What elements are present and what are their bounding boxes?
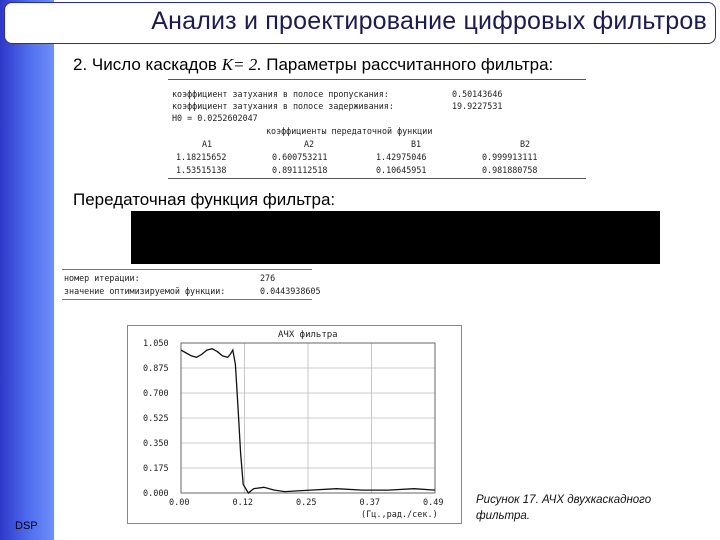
left-sidebar-bar: [0, 0, 54, 540]
column-header-b1: B1: [411, 139, 422, 149]
table-cell: 1.18215652: [176, 152, 227, 162]
chart-svg: [127, 325, 462, 525]
column-header-a1: A1: [202, 139, 213, 149]
y-tick-label: 0.525: [143, 414, 169, 424]
passband-value: 0.50143646: [452, 89, 503, 99]
subtitle-formula: K= 2.: [221, 55, 262, 74]
page-title: Анализ и проектирование цифровых фильтров: [151, 7, 707, 35]
column-header-b2: B2: [520, 139, 531, 149]
x-axis-label: (Гц.,рад./сек.): [361, 510, 438, 520]
iteration-bottom-rule: [62, 299, 312, 300]
y-tick-label: 0.175: [143, 464, 169, 474]
y-tick-label: 0.000: [143, 489, 169, 499]
table-cell: 0.981880758: [482, 165, 538, 175]
x-tick-label: 0.25: [296, 498, 317, 508]
table-cell: 1.42975046: [376, 152, 427, 162]
coeff-title: коэффициенты передаточной функции: [266, 126, 433, 136]
table-cell: 0.600753211: [272, 152, 328, 162]
table-cell: 0.891112518: [272, 165, 328, 175]
title-frame: [4, 2, 716, 44]
frequency-response-chart: [127, 325, 462, 525]
iteration-label: номер итерации:: [64, 273, 140, 283]
y-tick-label: 1.050: [143, 339, 169, 349]
caption-line-1: Рисунок 17. АЧХ двухкаскадного: [476, 494, 652, 506]
filter-parameters-panel: [168, 79, 586, 179]
section-subtitle: [73, 55, 553, 75]
column-header-a2: A2: [304, 139, 315, 149]
transfer-function-image: [131, 211, 660, 264]
y-tick-label: 0.875: [143, 364, 169, 374]
params-top-rule: [168, 79, 586, 80]
chart-frame: [128, 326, 462, 524]
table-cell: 0.999913111: [482, 152, 538, 162]
subtitle-prefix: 2. Число каскадов: [73, 55, 222, 74]
iteration-top-rule: [62, 269, 312, 270]
dsp-label: DSP: [15, 520, 38, 532]
h0-value: H0 = 0.0252602047: [172, 113, 258, 123]
transfer-function-label: Передаточная функция фильтра:: [73, 190, 336, 209]
iteration-value: 276: [260, 273, 276, 283]
optimized-function-value: 0.0443938605: [260, 286, 321, 296]
table-cell: 0.10645951: [376, 165, 427, 175]
x-tick-label: 0.12: [232, 498, 253, 508]
x-tick-label: 0.49: [423, 498, 444, 508]
optimized-function-label: значение оптимизируемой функции:: [64, 286, 226, 296]
passband-label: коэффициент затухания в полосе пропускания:: [172, 89, 389, 99]
subtitle-suffix: Параметры рассчитанного фильтра:: [261, 55, 554, 74]
x-tick-label: 0.00: [169, 498, 190, 508]
chart-title: АЧХ фильтра: [278, 330, 338, 340]
stopband-label: коэффициент затухания в полосе задерживания:: [172, 101, 394, 111]
y-tick-label: 0.350: [143, 439, 169, 449]
stopband-value: 19.9227531: [452, 101, 503, 111]
params-bottom-rule: [168, 178, 586, 179]
caption-line-2: фильтра.: [476, 510, 530, 522]
y-tick-label: 0.700: [143, 389, 169, 399]
x-tick-label: 0.37: [359, 498, 380, 508]
table-cell: 1.53515138: [176, 165, 227, 175]
figure-caption: [476, 492, 706, 524]
